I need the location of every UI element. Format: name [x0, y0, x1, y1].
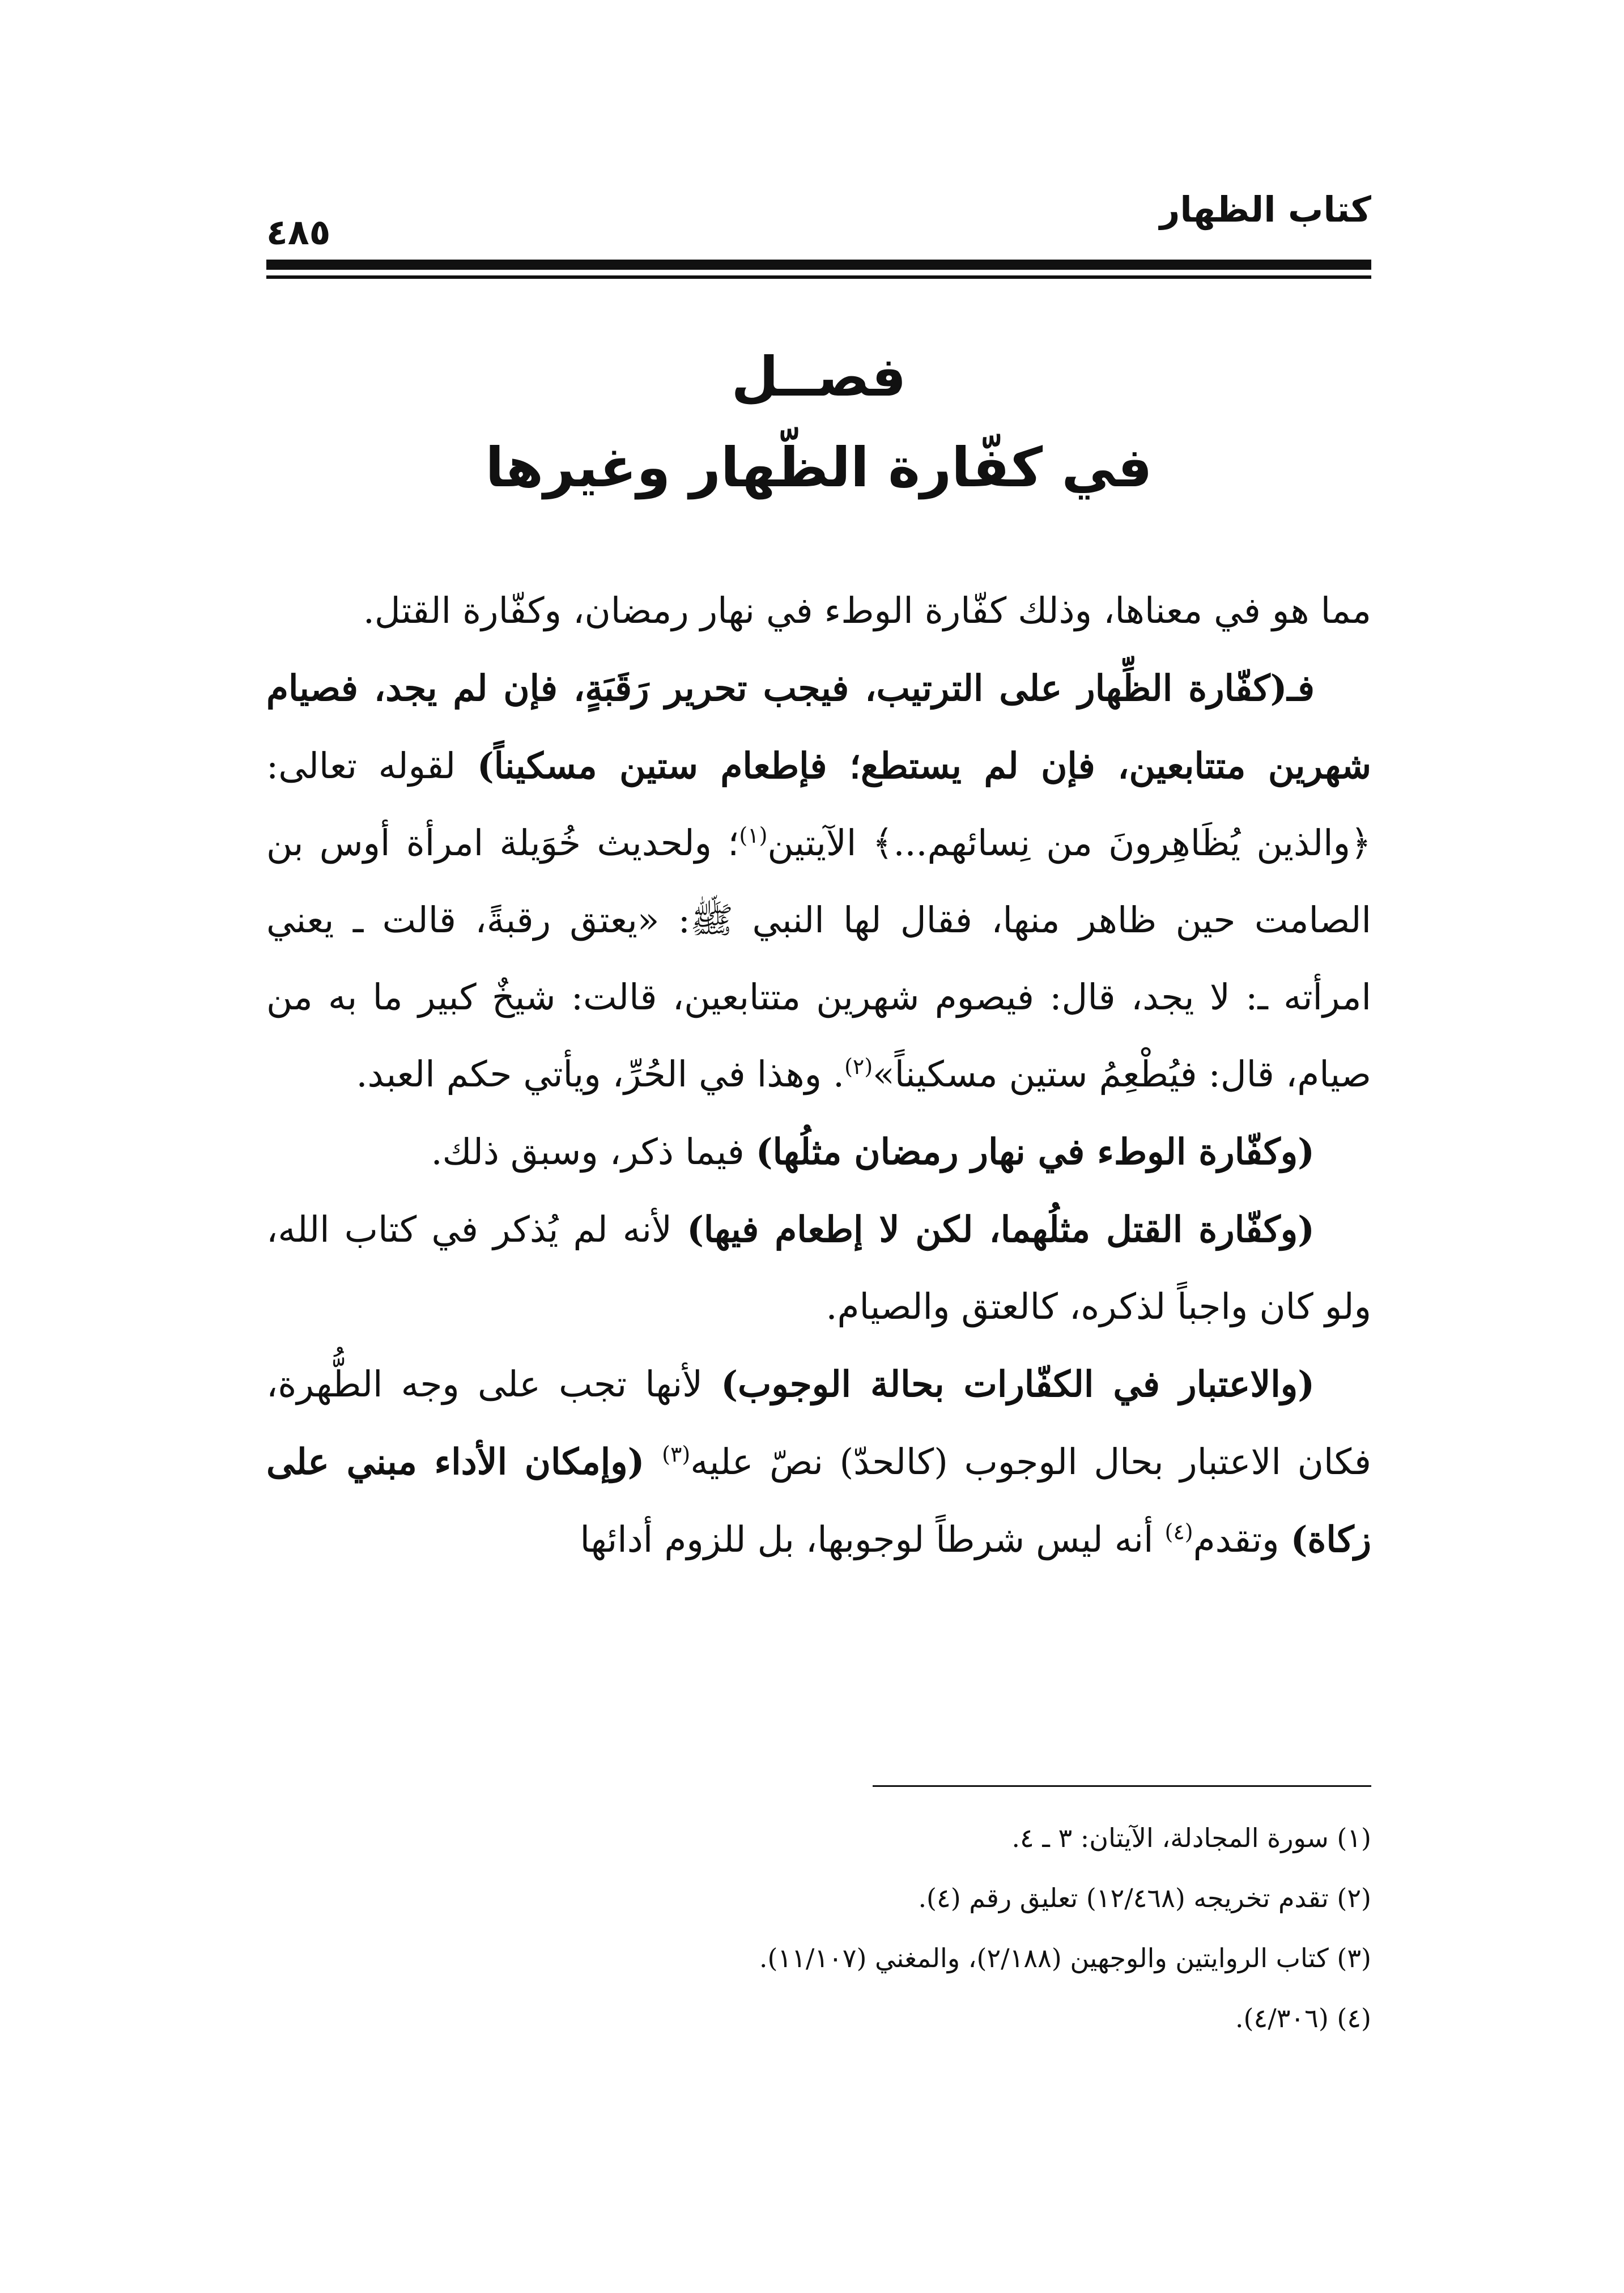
- footnote-4: (٤) (٤/٣٠٦).: [1235, 2003, 1371, 2033]
- footnote-1: (١) سورة المجادلة، الآيتان: ٣ ـ ٤.: [1011, 1823, 1371, 1853]
- paragraph-1: [266, 572, 1371, 649]
- body-text: [266, 572, 1371, 1578]
- section-subtitle: في كفّارة الظّهار وغيرها: [485, 436, 1153, 499]
- paragraph-5-text-1: لأنها تجب على وجه الطُّهرة، فكان الاعتبار بحال الوجوب (كالحدّ) نصّ عليه: [266, 1364, 1371, 1483]
- paragraph-2-text-b: ؛ ولحديث خُوَيلة امرأة أوس بن الصامت حين ظاهر منها، فقال لها النبي ﷺ: «يعتق رقبةً، قالت ـ يعني امرأته ـ: لا يجد، قال: فيصوم شهرين متتابعين، قالت: شيخٌ كبير ما به من صيام، قال: فيُطْعِمُ ستين مسكيناً»: [266, 822, 1371, 1095]
- running-header: [266, 181, 1371, 289]
- paragraph-3: [266, 1113, 1371, 1191]
- footnote-ref-1: (١): [739, 823, 768, 848]
- paragraph-5-text-3: أنه ليس شرطاً لوجوبها، بل للزوم أدائها: [580, 1519, 1165, 1560]
- footnote-ref-4: (٤): [1164, 1519, 1193, 1544]
- paragraph-5-bold-text-1: (والاعتبار في الكفّارات بحالة الوجوب): [721, 1363, 1315, 1405]
- paragraph-3-text: فيما ذكر، وسبق ذلك.: [431, 1131, 756, 1173]
- footnote-ref-2: (٢): [844, 1054, 873, 1079]
- paragraph-2-text-c: . وهذا في الحُرِّ، ويأتي حكم العبد.: [356, 1054, 845, 1095]
- footnote-divider: [873, 1785, 1371, 1787]
- section-title: فصــل: [731, 345, 907, 409]
- running-header-book-title: كتاب الظهار: [1159, 189, 1371, 230]
- page-number: ٤٨٥: [266, 211, 331, 253]
- header-rule-thick: [266, 260, 1371, 270]
- paragraph-2-text-a: لقوله تعالى: ﴿والذين يُظَاهِرونَ من نِسائهم...﴾ الآيتين: [266, 745, 1371, 864]
- paragraph-5-bold-text-2: (وإمكان الأداء مبني على زكاة): [266, 1441, 1371, 1560]
- paragraph-1-text: مما هو في معناها، وذلك كفّارة الوطء في نهار رمضان، وكفّارة القتل.: [363, 590, 1371, 631]
- paragraph-2-bold-text: فـ(كفّارة الظِّهار على الترتيب، فيجب تحرير رَقَبَةٍ، فإن لم يجد، فصيام شهرين متتابعين، فإن لم يستطع؛ فإطعام ستين مسكيناً): [266, 667, 1372, 787]
- paragraph-2: [266, 649, 1371, 1113]
- paragraph-4: [266, 1191, 1371, 1345]
- footnotes: [266, 1808, 1371, 2048]
- paragraph-5-text-2: وتقدم: [1193, 1519, 1291, 1560]
- paragraph-3-bold-text: (وكفّارة الوطء في نهار رمضان مثلُها): [755, 1131, 1315, 1173]
- footnote-2: (٢) تقدم تخريجه (١٢/٤٦٨) تعليق رقم (٤).: [918, 1883, 1371, 1913]
- footnote-3: (٣) كتاب الروايتين والوجهين (٢/١٨٨)، والمغني (١١/١٠٧).: [759, 1943, 1371, 1973]
- paragraph-5: [266, 1345, 1371, 1578]
- header-rule-thin: [266, 275, 1371, 279]
- footnote-ref-3: (٣): [662, 1442, 691, 1467]
- paragraph-4-text: لأنه لم يُذكر في كتاب الله، ولو كان واجباً لذكره، كالعتق والصيام.: [266, 1209, 1371, 1327]
- paragraph-4-bold-text: (وكفّارة القتل مثلُهما، لكن لا إطعام فيها): [687, 1208, 1315, 1250]
